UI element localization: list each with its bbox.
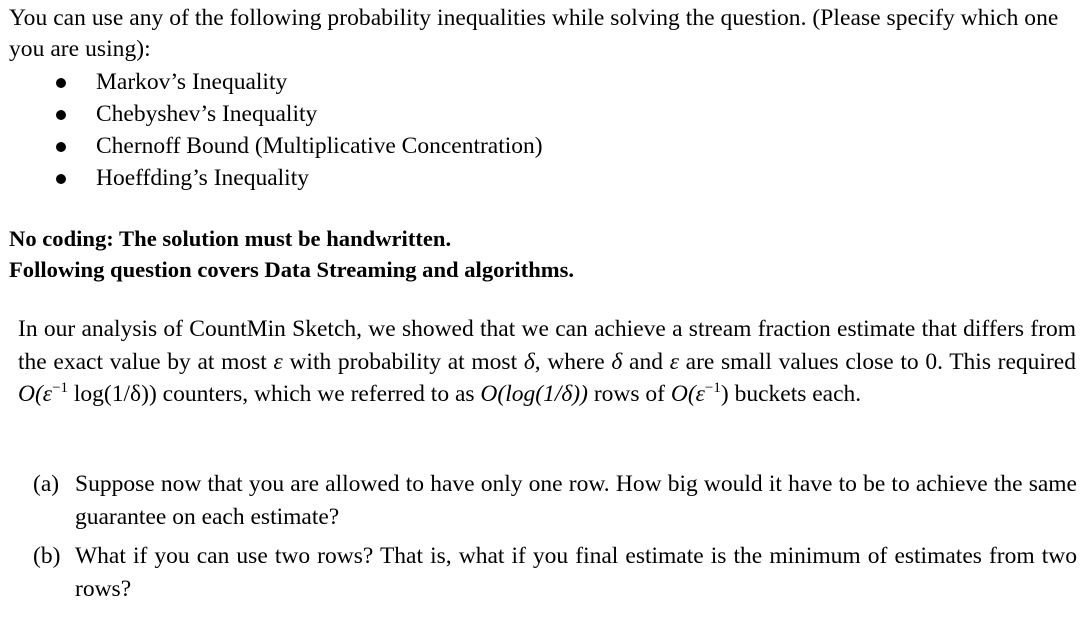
inequality-label: Chebyshev’s Inequality	[96, 101, 318, 127]
part-label: (b)	[33, 543, 61, 569]
instructions-intro: You can use any of the following probability inequalities while solving the question. (Please specify which one you are using):	[9, 5, 1059, 62]
inequality-label: Chernoff Bound (Multiplicative Concentration)	[96, 133, 543, 159]
bullet-icon	[56, 142, 66, 152]
question-part-b	[33, 540, 1077, 606]
delta-symbol: δ	[523, 348, 535, 375]
epsilon-symbol: ε	[669, 348, 679, 375]
part-text: What if you can use two rows? That is, what if you final estimate is the minimum of estimates from two rows?	[75, 543, 1077, 602]
part-text: Suppose now that you are allowed to have only one row. How big would it have to be to achieve the same guarantee on each estimate?	[75, 471, 1077, 530]
buckets-expression: $O(\varepsilon^{-1})$	[670, 380, 729, 407]
no-coding-notice: No coding: The solution must be handwritten.	[9, 226, 452, 251]
inequality-label: Hoeffding’s Inequality	[96, 165, 309, 191]
bullet-icon	[56, 78, 66, 88]
problem-statement: In our analysis of CountMin Sketch, we showed that we can achieve a stream fraction estimate that differs from the exact value by at most ε with probability at most δ, where δ and ε are small values close to 0. This required $O(\varepsilon^{-1}$ log(1/δ)) counters, which we referred to as O(log(1/δ)) rows of $O(\varepsilon^{-1})$ buckets each.	[18, 316, 1076, 407]
bullet-icon	[56, 174, 66, 184]
epsilon-symbol: ε	[273, 348, 283, 375]
part-label: (a)	[33, 471, 60, 497]
inequality-label: Markov’s Inequality	[96, 69, 288, 95]
question-part-a	[33, 468, 1077, 534]
counters-expression: $O(\varepsilon^{-1}$ log(1/δ))	[18, 380, 157, 407]
bullet-icon	[56, 110, 66, 120]
topic-notice: Following question covers Data Streaming and algorithms.	[9, 257, 575, 282]
rows-expression: O(log(1/δ))	[480, 381, 588, 407]
delta-symbol: δ	[611, 348, 623, 375]
